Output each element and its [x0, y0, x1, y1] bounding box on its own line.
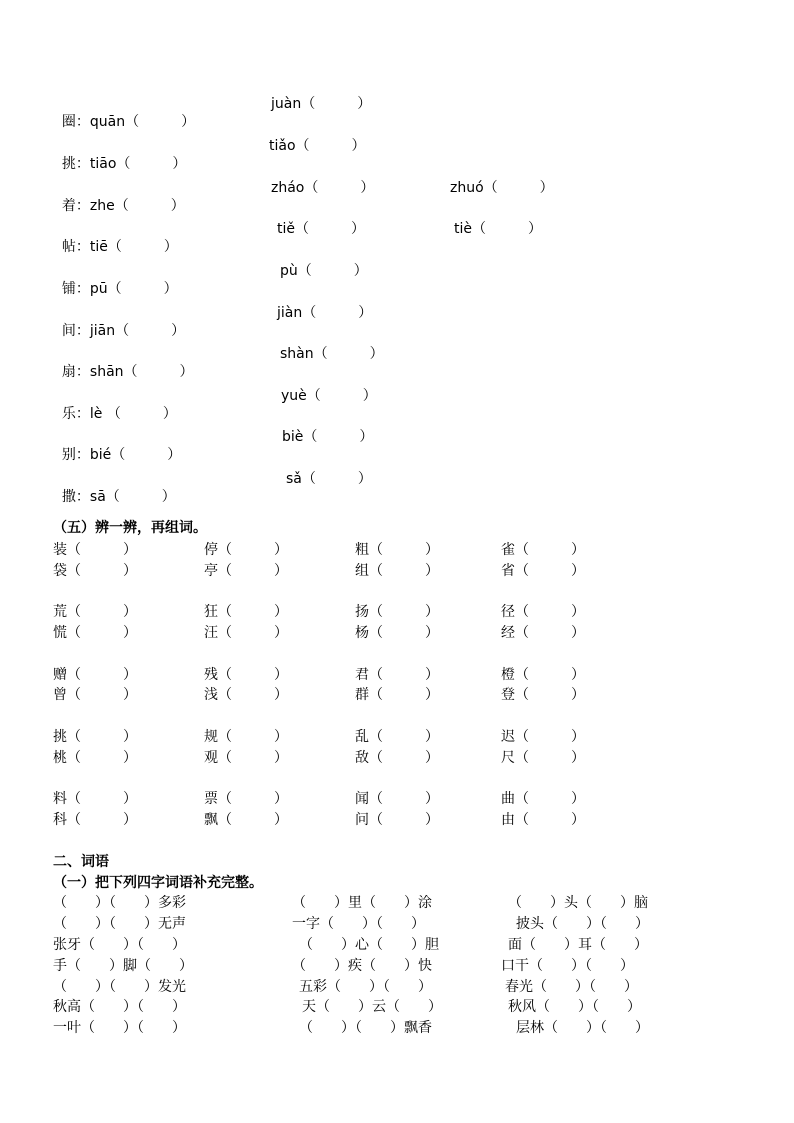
- word-item: 桃（ ）: [53, 750, 137, 766]
- word-item: 袋（ ）: [53, 563, 137, 579]
- word-item: 科（ ）: [53, 812, 137, 828]
- pinyin-colon: ：: [75, 447, 90, 463]
- pinyin-row: [53, 345, 194, 381]
- pinyin-item: zháo（ ）: [271, 180, 375, 196]
- pinyin-colon: ：: [75, 406, 90, 422]
- idiom-item: 手（ ）脚（ ）: [53, 958, 193, 974]
- word-item: 粗（ ）: [355, 542, 439, 558]
- pinyin-char: 乐: [61, 406, 76, 422]
- word-item: 亭（ ）: [204, 563, 288, 579]
- word-item: 杨（ ）: [355, 625, 439, 641]
- word-item: 停（ ）: [204, 542, 288, 558]
- word-item: 扬（ ）: [355, 604, 439, 620]
- pinyin-item: tiě（ ）: [277, 221, 365, 237]
- word-item: 经（ ）: [501, 625, 585, 641]
- idiom-item: 五彩（ ）（ ）: [299, 979, 432, 995]
- word-item: 挑（ ）: [53, 729, 137, 745]
- idiom-item: 天（ ）云（ ）: [302, 999, 442, 1015]
- word-item: 荒（ ）: [53, 604, 137, 620]
- pinyin-char: 着: [61, 198, 76, 214]
- word-item: 料（ ）: [53, 791, 137, 807]
- pinyin-colon: ：: [75, 114, 90, 130]
- pinyin-row: [53, 304, 185, 340]
- word-item: 省（ ）: [501, 563, 585, 579]
- word-item: 雀（ ）: [501, 542, 585, 558]
- word-item: 赠（ ）: [53, 667, 137, 683]
- pinyin-char: 间: [61, 323, 76, 339]
- word-item: 规（ ）: [204, 729, 288, 745]
- word-item: 曲（ ）: [501, 791, 585, 807]
- pinyin-item: zhe（ ）: [89, 198, 185, 214]
- idiom-item: 一字（ ）（ ）: [292, 916, 425, 932]
- pinyin-char: 圈: [61, 114, 76, 130]
- idiom-item: 一叶（ ）（ ）: [53, 1020, 186, 1036]
- word-item: 群（ ）: [355, 687, 439, 703]
- pinyin-item: shàn（ ）: [280, 346, 384, 362]
- word-item: 闻（ ）: [355, 791, 439, 807]
- pinyin-colon: ：: [75, 198, 90, 214]
- idiom-item: （ ）（ ）发光: [53, 979, 186, 995]
- idiom-item: （ ）心（ ）胆: [299, 937, 439, 953]
- pinyin-char: 别: [61, 447, 76, 463]
- pinyin-item: bié（ ）: [89, 447, 182, 463]
- pinyin-item: tiāo（ ）: [89, 156, 187, 172]
- pinyin-item: quān（ ）: [89, 114, 196, 130]
- word-item: 狂（ ）: [204, 604, 288, 620]
- word-item: 观（ ）: [204, 750, 288, 766]
- pinyin-colon: ：: [75, 156, 90, 172]
- word-item: 曾（ ）: [53, 687, 137, 703]
- pinyin-row: [53, 262, 178, 298]
- word-item: 问（ ）: [355, 812, 439, 828]
- word-item: 君（ ）: [355, 667, 439, 683]
- word-item: 登（ ）: [501, 687, 585, 703]
- pinyin-item: biè（ ）: [282, 429, 374, 445]
- word-item: 慌（ ）: [53, 625, 137, 641]
- idiom-item: （ ）疾（ ）快: [292, 958, 432, 974]
- pinyin-colon: ：: [75, 364, 90, 380]
- pinyin-item: lè （ ）: [89, 406, 177, 422]
- idiom-item: 春光（ ）（ ）: [505, 979, 638, 995]
- pinyin-row: [53, 428, 181, 464]
- pinyin-item: pù（ ）: [280, 263, 368, 279]
- section-subtitle: （一）把下列四字词语补充完整。: [53, 875, 263, 891]
- word-item: 乱（ ）: [355, 729, 439, 745]
- pinyin-colon: ：: [75, 323, 90, 339]
- pinyin-item: shān（ ）: [89, 364, 194, 380]
- word-item: 组（ ）: [355, 563, 439, 579]
- pinyin-char: 撒: [61, 489, 76, 505]
- pinyin-char: 帖: [61, 239, 76, 255]
- pinyin-char: 铺: [61, 281, 76, 297]
- word-item: 票（ ）: [204, 791, 288, 807]
- idiom-item: （ ）（ ）飘香: [299, 1020, 432, 1036]
- word-item: 径（ ）: [501, 604, 585, 620]
- pinyin-item: juàn（ ）: [271, 96, 372, 112]
- pinyin-colon: ：: [75, 489, 90, 505]
- idiom-item: （ ）（ ）无声: [53, 916, 186, 932]
- word-item: 汪（ ）: [204, 625, 288, 641]
- word-item: 尺（ ）: [501, 750, 585, 766]
- pinyin-item: sǎ（ ）: [286, 471, 372, 487]
- pinyin-row: [53, 137, 186, 173]
- word-item: 浅（ ）: [204, 687, 288, 703]
- pinyin-row: [53, 95, 195, 131]
- word-item: 装（ ）: [53, 542, 137, 558]
- idiom-item: 口干（ ）（ ）: [501, 958, 634, 974]
- idiom-item: 披头（ ）（ ）: [516, 916, 649, 932]
- idiom-item: （ ）头（ ）脑: [508, 895, 648, 911]
- idiom-item: 张牙（ ）（ ）: [53, 937, 186, 953]
- pinyin-row: [53, 220, 178, 256]
- word-item: 橙（ ）: [501, 667, 585, 683]
- idiom-item: （ ）（ ）多彩: [53, 895, 186, 911]
- idiom-item: （ ）里（ ）涂: [292, 895, 432, 911]
- idiom-item: 层林（ ）（ ）: [516, 1020, 649, 1036]
- pinyin-item: pū（ ）: [89, 281, 178, 297]
- section-title: 二、词语: [53, 854, 109, 870]
- pinyin-item: jiàn（ ）: [277, 305, 373, 321]
- pinyin-item: tiē（ ）: [89, 239, 178, 255]
- pinyin-row: [53, 179, 185, 215]
- pinyin-row: [53, 470, 176, 506]
- word-item: 由（ ）: [501, 812, 585, 828]
- section-title: （五）辨一辨，再组词。: [53, 520, 207, 536]
- pinyin-item: sā（ ）: [89, 489, 176, 505]
- idiom-item: 秋风（ ）（ ）: [508, 999, 641, 1015]
- word-item: 敌（ ）: [355, 750, 439, 766]
- pinyin-item: zhuó（ ）: [450, 180, 554, 196]
- word-item: 残（ ）: [204, 667, 288, 683]
- pinyin-item: tiǎo（ ）: [269, 138, 366, 154]
- pinyin-colon: ：: [75, 239, 90, 255]
- idiom-item: 面（ ）耳（ ）: [508, 937, 648, 953]
- pinyin-char: 扇: [61, 364, 76, 380]
- pinyin-item: yuè（ ）: [281, 388, 377, 404]
- pinyin-item: tiè（ ）: [454, 221, 542, 237]
- pinyin-char: 挑: [61, 156, 76, 172]
- pinyin-item: jiān（ ）: [89, 323, 186, 339]
- idiom-item: 秋高（ ）（ ）: [53, 999, 186, 1015]
- pinyin-row: [53, 387, 177, 423]
- pinyin-colon: ：: [75, 281, 90, 297]
- word-item: 迟（ ）: [501, 729, 585, 745]
- word-item: 飘（ ）: [204, 812, 288, 828]
